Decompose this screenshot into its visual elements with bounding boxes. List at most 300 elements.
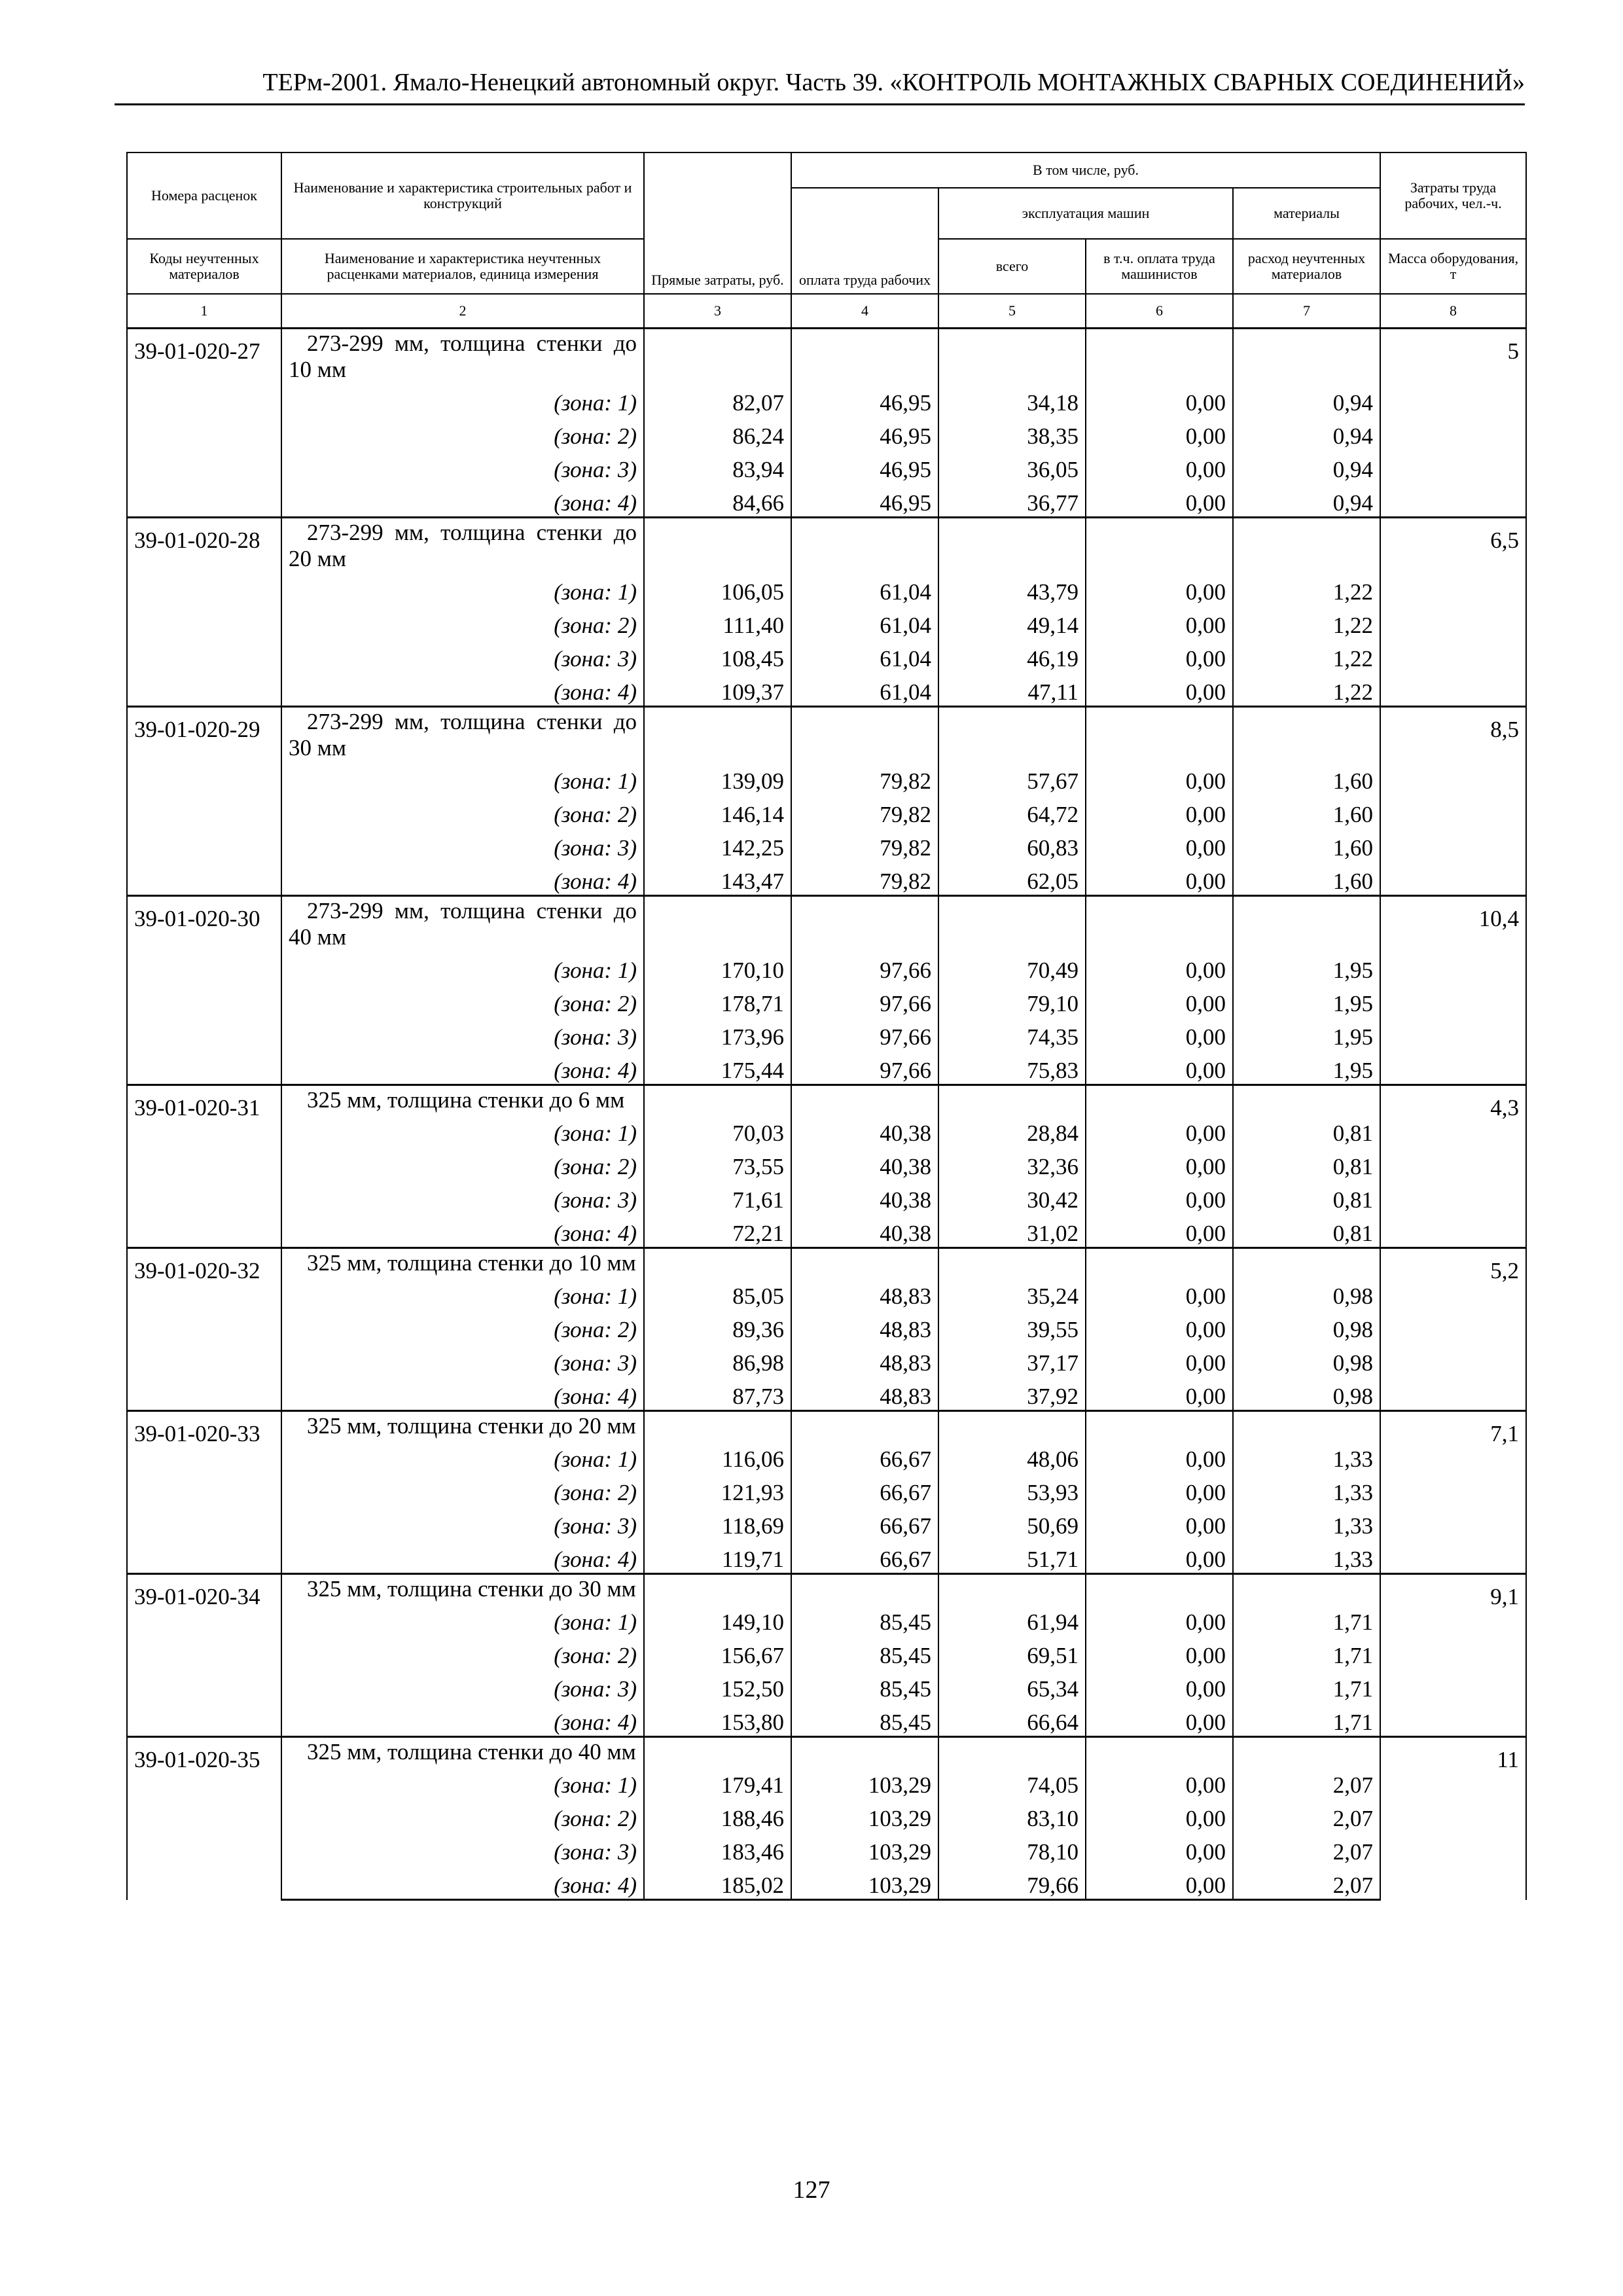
- worker-wages: 85,45: [791, 1702, 938, 1737]
- machines-total: 36,05: [938, 450, 1086, 483]
- worker-wages: 66,67: [791, 1439, 938, 1473]
- direct-costs: 111,40: [644, 605, 791, 639]
- worker-wages: 85,45: [791, 1636, 938, 1669]
- direct-costs: 185,02: [644, 1865, 791, 1900]
- zone-label: (зона: 4): [281, 1050, 644, 1085]
- materials-use: 0,98: [1233, 1310, 1380, 1343]
- price-code: 39-01-020-31: [127, 1085, 281, 1248]
- worker-wages: 61,04: [791, 572, 938, 605]
- work-description: 273-299 мм, толщина стенки до 20 мм: [289, 520, 637, 571]
- worker-wages: 46,95: [791, 483, 938, 518]
- zone-row: [127, 383, 1526, 416]
- worker-wages: 97,66: [791, 1017, 938, 1050]
- direct-costs: 118,69: [644, 1506, 791, 1539]
- zone-row: [127, 828, 1526, 861]
- machinists-wages: 0,00: [1086, 672, 1233, 707]
- empty-cell: [644, 1248, 791, 1277]
- direct-costs: 87,73: [644, 1376, 791, 1411]
- header-materials-use: расход неучтенных материалов: [1233, 239, 1380, 294]
- empty-cell: [1233, 896, 1380, 951]
- header-codes-bottom: Коды неучтенных материалов: [127, 239, 281, 294]
- header-including: В том числе, руб.: [791, 152, 1380, 188]
- direct-costs: 116,06: [644, 1439, 791, 1473]
- labor-costs: 8,5: [1380, 707, 1526, 896]
- machinists-wages: 0,00: [1086, 1865, 1233, 1900]
- empty-cell: [1086, 1085, 1233, 1114]
- work-description-cell: [281, 707, 644, 762]
- table-body: [127, 329, 1526, 1900]
- zone-row: [127, 1343, 1526, 1376]
- price-item-row: [127, 896, 1526, 951]
- materials-use: 1,22: [1233, 639, 1380, 672]
- price-item-row: [127, 707, 1526, 762]
- zone-label: (зона: 2): [281, 416, 644, 450]
- machines-total: 30,42: [938, 1180, 1086, 1213]
- machines-total: 64,72: [938, 795, 1086, 828]
- machinists-wages: 0,00: [1086, 1147, 1233, 1180]
- materials-use: 2,07: [1233, 1765, 1380, 1799]
- machines-total: 51,71: [938, 1539, 1086, 1574]
- empty-cell: [1233, 518, 1380, 573]
- zone-label: (зона: 1): [281, 950, 644, 984]
- zone-label: (зона: 1): [281, 1439, 644, 1473]
- zone-label: (зона: 3): [281, 639, 644, 672]
- column-number: 1: [127, 294, 281, 329]
- materials-use: 0,94: [1233, 450, 1380, 483]
- zone-row: [127, 450, 1526, 483]
- work-description: 325 мм, толщина стенки до 30 мм: [307, 1576, 636, 1602]
- machines-total: 66,64: [938, 1702, 1086, 1737]
- direct-costs: 85,05: [644, 1276, 791, 1310]
- header-name-bottom: Наименование и характеристика неучтенных расценками материалов, единица измерения: [281, 239, 644, 294]
- zone-row: [127, 950, 1526, 984]
- direct-costs: 183,46: [644, 1832, 791, 1865]
- header-machinists-wages: в т.ч. оплата труда машинистов: [1086, 239, 1233, 294]
- zone-label: (зона: 1): [281, 1765, 644, 1799]
- direct-costs: 86,24: [644, 416, 791, 450]
- worker-wages: 40,38: [791, 1113, 938, 1147]
- machines-total: 79,10: [938, 984, 1086, 1017]
- column-number: 2: [281, 294, 644, 329]
- machinists-wages: 0,00: [1086, 761, 1233, 795]
- worker-wages: 79,82: [791, 761, 938, 795]
- machinists-wages: 0,00: [1086, 1276, 1233, 1310]
- header-machines: эксплуатация машин: [938, 188, 1233, 239]
- empty-cell: [938, 518, 1086, 573]
- zone-row: [127, 1473, 1526, 1506]
- worker-wages: 40,38: [791, 1180, 938, 1213]
- worker-wages: 97,66: [791, 950, 938, 984]
- direct-costs: 179,41: [644, 1765, 791, 1799]
- direct-costs: 109,37: [644, 672, 791, 707]
- labor-costs: 5: [1380, 329, 1526, 518]
- price-table: [126, 152, 1527, 1901]
- machinists-wages: 0,00: [1086, 984, 1233, 1017]
- zone-row: [127, 861, 1526, 896]
- empty-cell: [791, 1574, 938, 1603]
- worker-wages: 85,45: [791, 1602, 938, 1636]
- zone-label: (зона: 2): [281, 1147, 644, 1180]
- materials-use: 0,94: [1233, 383, 1380, 416]
- labor-costs: 11: [1380, 1737, 1526, 1900]
- empty-cell: [938, 896, 1086, 951]
- labor-costs: 5,2: [1380, 1248, 1526, 1411]
- zone-label: (зона: 1): [281, 572, 644, 605]
- direct-costs: 83,94: [644, 450, 791, 483]
- worker-wages: 103,29: [791, 1765, 938, 1799]
- direct-costs: 89,36: [644, 1310, 791, 1343]
- machinists-wages: 0,00: [1086, 1439, 1233, 1473]
- labor-costs: 9,1: [1380, 1574, 1526, 1737]
- materials-use: 1,60: [1233, 761, 1380, 795]
- materials-use: 0,94: [1233, 483, 1380, 518]
- direct-costs: 149,10: [644, 1602, 791, 1636]
- machines-total: 70,49: [938, 950, 1086, 984]
- materials-use: 1,22: [1233, 672, 1380, 707]
- empty-cell: [1086, 518, 1233, 573]
- worker-wages: 46,95: [791, 450, 938, 483]
- zone-label: (зона: 1): [281, 1113, 644, 1147]
- zone-label: (зона: 3): [281, 450, 644, 483]
- zone-label: (зона: 4): [281, 1213, 644, 1248]
- machinists-wages: 0,00: [1086, 1376, 1233, 1411]
- zone-label: (зона: 2): [281, 984, 644, 1017]
- worker-wages: 103,29: [791, 1799, 938, 1832]
- materials-use: 1,95: [1233, 1050, 1380, 1085]
- worker-wages: 40,38: [791, 1147, 938, 1180]
- machinists-wages: 0,00: [1086, 828, 1233, 861]
- zone-label: (зона: 1): [281, 761, 644, 795]
- work-description-cell: [281, 896, 644, 951]
- direct-costs: 146,14: [644, 795, 791, 828]
- zone-label: (зона: 3): [281, 1669, 644, 1702]
- column-number: 6: [1086, 294, 1233, 329]
- zone-label: (зона: 2): [281, 1473, 644, 1506]
- zone-label: (зона: 4): [281, 1702, 644, 1737]
- zone-label: (зона: 2): [281, 795, 644, 828]
- direct-costs: 82,07: [644, 383, 791, 416]
- machines-total: 79,66: [938, 1865, 1086, 1900]
- work-description-cell: [281, 518, 644, 573]
- empty-cell: [791, 518, 938, 573]
- column-number-row: [127, 294, 1526, 329]
- zone-label: (зона: 3): [281, 1832, 644, 1865]
- zone-row: [127, 639, 1526, 672]
- direct-costs: 108,45: [644, 639, 791, 672]
- materials-use: 1,95: [1233, 1017, 1380, 1050]
- labor-costs: 4,3: [1380, 1085, 1526, 1248]
- zone-row: [127, 1602, 1526, 1636]
- zone-label: (зона: 1): [281, 1602, 644, 1636]
- machines-total: 62,05: [938, 861, 1086, 896]
- zone-row: [127, 416, 1526, 450]
- machines-total: 46,19: [938, 639, 1086, 672]
- empty-cell: [938, 1411, 1086, 1440]
- empty-cell: [644, 1411, 791, 1440]
- header-codes-top: Номера расценок: [127, 152, 281, 239]
- work-description-cell: [281, 1737, 644, 1766]
- worker-wages: 48,83: [791, 1343, 938, 1376]
- work-description-cell: [281, 1411, 644, 1440]
- direct-costs: 142,25: [644, 828, 791, 861]
- labor-costs: 10,4: [1380, 896, 1526, 1085]
- empty-cell: [1086, 1248, 1233, 1277]
- direct-costs: 73,55: [644, 1147, 791, 1180]
- zone-row: [127, 1539, 1526, 1574]
- machines-total: 39,55: [938, 1310, 1086, 1343]
- machinists-wages: 0,00: [1086, 1213, 1233, 1248]
- worker-wages: 48,83: [791, 1310, 938, 1343]
- zone-label: (зона: 3): [281, 1343, 644, 1376]
- empty-cell: [644, 329, 791, 384]
- machinists-wages: 0,00: [1086, 1702, 1233, 1737]
- zone-label: (зона: 2): [281, 605, 644, 639]
- machinists-wages: 0,00: [1086, 1602, 1233, 1636]
- column-number: 4: [791, 294, 938, 329]
- empty-cell: [938, 1574, 1086, 1603]
- machines-total: 53,93: [938, 1473, 1086, 1506]
- worker-wages: 66,67: [791, 1473, 938, 1506]
- column-number: 7: [1233, 294, 1380, 329]
- machinists-wages: 0,00: [1086, 1113, 1233, 1147]
- worker-wages: 103,29: [791, 1865, 938, 1900]
- empty-cell: [644, 518, 791, 573]
- materials-use: 1,95: [1233, 984, 1380, 1017]
- empty-cell: [791, 1411, 938, 1440]
- zone-row: [127, 1147, 1526, 1180]
- machinists-wages: 0,00: [1086, 1799, 1233, 1832]
- materials-use: 1,60: [1233, 828, 1380, 861]
- price-code: 39-01-020-32: [127, 1248, 281, 1411]
- work-description: 273-299 мм, толщина стенки до 10 мм: [289, 331, 637, 382]
- worker-wages: 85,45: [791, 1669, 938, 1702]
- machinists-wages: 0,00: [1086, 1539, 1233, 1574]
- zone-label: (зона: 4): [281, 1539, 644, 1574]
- machinists-wages: 0,00: [1086, 795, 1233, 828]
- machinists-wages: 0,00: [1086, 1765, 1233, 1799]
- empty-cell: [1233, 1574, 1380, 1603]
- zone-label: (зона: 2): [281, 1310, 644, 1343]
- materials-use: 0,81: [1233, 1147, 1380, 1180]
- direct-costs: 175,44: [644, 1050, 791, 1085]
- machines-total: 74,05: [938, 1765, 1086, 1799]
- direct-costs: 139,09: [644, 761, 791, 795]
- materials-use: 0,81: [1233, 1180, 1380, 1213]
- work-description-cell: [281, 329, 644, 384]
- header-name-top: Наименование и характеристика строительных работ и конструкций: [281, 152, 644, 239]
- price-code: 39-01-020-33: [127, 1411, 281, 1574]
- work-description: 273-299 мм, толщина стенки до 30 мм: [289, 709, 637, 761]
- machines-total: 78,10: [938, 1832, 1086, 1865]
- worker-wages: 46,95: [791, 383, 938, 416]
- direct-costs: 84,66: [644, 483, 791, 518]
- machines-total: 83,10: [938, 1799, 1086, 1832]
- zone-label: (зона: 3): [281, 1180, 644, 1213]
- zone-row: [127, 1636, 1526, 1669]
- direct-costs: 71,61: [644, 1180, 791, 1213]
- direct-costs: 72,21: [644, 1213, 791, 1248]
- work-description: 325 мм, толщина стенки до 6 мм: [307, 1087, 625, 1113]
- direct-costs: 121,93: [644, 1473, 791, 1506]
- page-number: 127: [793, 2176, 830, 2204]
- worker-wages: 66,67: [791, 1539, 938, 1574]
- empty-cell: [1233, 1411, 1380, 1440]
- zone-label: (зона: 1): [281, 1276, 644, 1310]
- zone-row: [127, 1506, 1526, 1539]
- empty-cell: [791, 1085, 938, 1114]
- empty-cell: [1233, 1085, 1380, 1114]
- price-code: 39-01-020-34: [127, 1574, 281, 1737]
- direct-costs: 178,71: [644, 984, 791, 1017]
- machines-total: 65,34: [938, 1669, 1086, 1702]
- empty-cell: [938, 707, 1086, 762]
- empty-cell: [1086, 707, 1233, 762]
- machines-total: 38,35: [938, 416, 1086, 450]
- direct-costs: 119,71: [644, 1539, 791, 1574]
- machines-total: 35,24: [938, 1276, 1086, 1310]
- empty-cell: [1086, 896, 1233, 951]
- zone-row: [127, 672, 1526, 707]
- direct-costs: 106,05: [644, 572, 791, 605]
- machines-total: 48,06: [938, 1439, 1086, 1473]
- materials-use: 1,33: [1233, 1539, 1380, 1574]
- empty-cell: [644, 1574, 791, 1603]
- empty-cell: [1233, 707, 1380, 762]
- zone-row: [127, 1050, 1526, 1085]
- price-code: 39-01-020-29: [127, 707, 281, 896]
- empty-cell: [791, 1737, 938, 1766]
- zone-row: [127, 795, 1526, 828]
- materials-use: 1,71: [1233, 1636, 1380, 1669]
- direct-costs: 188,46: [644, 1799, 791, 1832]
- machinists-wages: 0,00: [1086, 1473, 1233, 1506]
- materials-use: 1,60: [1233, 861, 1380, 896]
- header-labor: Затраты труда рабочих, чел.-ч.: [1380, 152, 1526, 239]
- zone-row: [127, 1113, 1526, 1147]
- zone-row: [127, 1702, 1526, 1737]
- empty-cell: [1233, 1737, 1380, 1766]
- direct-costs: 153,80: [644, 1702, 791, 1737]
- empty-cell: [1086, 1411, 1233, 1440]
- price-code: 39-01-020-35: [127, 1737, 281, 1900]
- direct-costs: 173,96: [644, 1017, 791, 1050]
- price-item-row: [127, 1248, 1526, 1277]
- zone-row: [127, 572, 1526, 605]
- materials-use: 1,33: [1233, 1506, 1380, 1539]
- zone-label: (зона: 4): [281, 483, 644, 518]
- machinists-wages: 0,00: [1086, 861, 1233, 896]
- price-item-row: [127, 329, 1526, 384]
- machines-total: 32,36: [938, 1147, 1086, 1180]
- machines-total: 47,11: [938, 672, 1086, 707]
- machines-total: 61,94: [938, 1602, 1086, 1636]
- worker-wages: 61,04: [791, 605, 938, 639]
- zone-row: [127, 761, 1526, 795]
- materials-use: 0,98: [1233, 1376, 1380, 1411]
- zone-row: [127, 1865, 1526, 1900]
- table-header: [127, 152, 1526, 329]
- worker-wages: 79,82: [791, 828, 938, 861]
- worker-wages: 61,04: [791, 639, 938, 672]
- empty-cell: [1086, 1737, 1233, 1766]
- zone-row: [127, 605, 1526, 639]
- empty-cell: [791, 707, 938, 762]
- zone-row: [127, 483, 1526, 518]
- price-code: 39-01-020-27: [127, 329, 281, 518]
- zone-label: (зона: 3): [281, 1506, 644, 1539]
- machinists-wages: 0,00: [1086, 1506, 1233, 1539]
- machinists-wages: 0,00: [1086, 950, 1233, 984]
- work-description-cell: [281, 1085, 644, 1114]
- machinists-wages: 0,00: [1086, 572, 1233, 605]
- machinists-wages: 0,00: [1086, 1180, 1233, 1213]
- empty-cell: [1233, 1248, 1380, 1277]
- zone-label: (зона: 4): [281, 861, 644, 896]
- empty-cell: [1233, 329, 1380, 384]
- worker-wages: 79,82: [791, 795, 938, 828]
- zone-row: [127, 984, 1526, 1017]
- direct-costs: 156,67: [644, 1636, 791, 1669]
- work-description-cell: [281, 1574, 644, 1603]
- running-header: ТЕРм-2001. Ямало-Ненецкий автономный округ. Часть 39. «КОНТРОЛЬ МОНТАЖНЫХ СВАРНЫХ СОЕДИНЕНИЙ»: [262, 69, 1525, 96]
- machinists-wages: 0,00: [1086, 639, 1233, 672]
- column-number: 3: [644, 294, 791, 329]
- materials-use: 0,98: [1233, 1343, 1380, 1376]
- machinists-wages: 0,00: [1086, 416, 1233, 450]
- price-code: 39-01-020-28: [127, 518, 281, 707]
- zone-row: [127, 1180, 1526, 1213]
- zone-label: (зона: 4): [281, 1865, 644, 1900]
- materials-use: 0,98: [1233, 1276, 1380, 1310]
- price-item-row: [127, 1574, 1526, 1603]
- machines-total: 36,77: [938, 483, 1086, 518]
- machines-total: 37,17: [938, 1343, 1086, 1376]
- materials-use: 1,71: [1233, 1702, 1380, 1737]
- header-rule: [115, 103, 1525, 105]
- materials-use: 2,07: [1233, 1865, 1380, 1900]
- zone-row: [127, 1799, 1526, 1832]
- empty-cell: [644, 1737, 791, 1766]
- empty-cell: [938, 1085, 1086, 1114]
- zone-label: (зона: 4): [281, 672, 644, 707]
- machinists-wages: 0,00: [1086, 605, 1233, 639]
- price-item-row: [127, 1411, 1526, 1440]
- materials-use: 1,71: [1233, 1602, 1380, 1636]
- materials-use: 1,22: [1233, 605, 1380, 639]
- materials-use: 0,94: [1233, 416, 1380, 450]
- work-description: 325 мм, толщина стенки до 10 мм: [307, 1250, 636, 1276]
- machinists-wages: 0,00: [1086, 1017, 1233, 1050]
- worker-wages: 46,95: [791, 416, 938, 450]
- worker-wages: 66,67: [791, 1506, 938, 1539]
- machines-total: 74,35: [938, 1017, 1086, 1050]
- materials-use: 1,95: [1233, 950, 1380, 984]
- zone-row: [127, 1669, 1526, 1702]
- machines-total: 75,83: [938, 1050, 1086, 1085]
- work-description: 273-299 мм, толщина стенки до 40 мм: [289, 898, 637, 950]
- worker-wages: 97,66: [791, 984, 938, 1017]
- machinists-wages: 0,00: [1086, 1832, 1233, 1865]
- direct-costs: 143,47: [644, 861, 791, 896]
- worker-wages: 48,83: [791, 1376, 938, 1411]
- machinists-wages: 0,00: [1086, 1343, 1233, 1376]
- zone-row: [127, 1376, 1526, 1411]
- machinists-wages: 0,00: [1086, 1310, 1233, 1343]
- machines-total: 37,92: [938, 1376, 1086, 1411]
- column-number: 5: [938, 294, 1086, 329]
- materials-use: 1,71: [1233, 1669, 1380, 1702]
- direct-costs: 152,50: [644, 1669, 791, 1702]
